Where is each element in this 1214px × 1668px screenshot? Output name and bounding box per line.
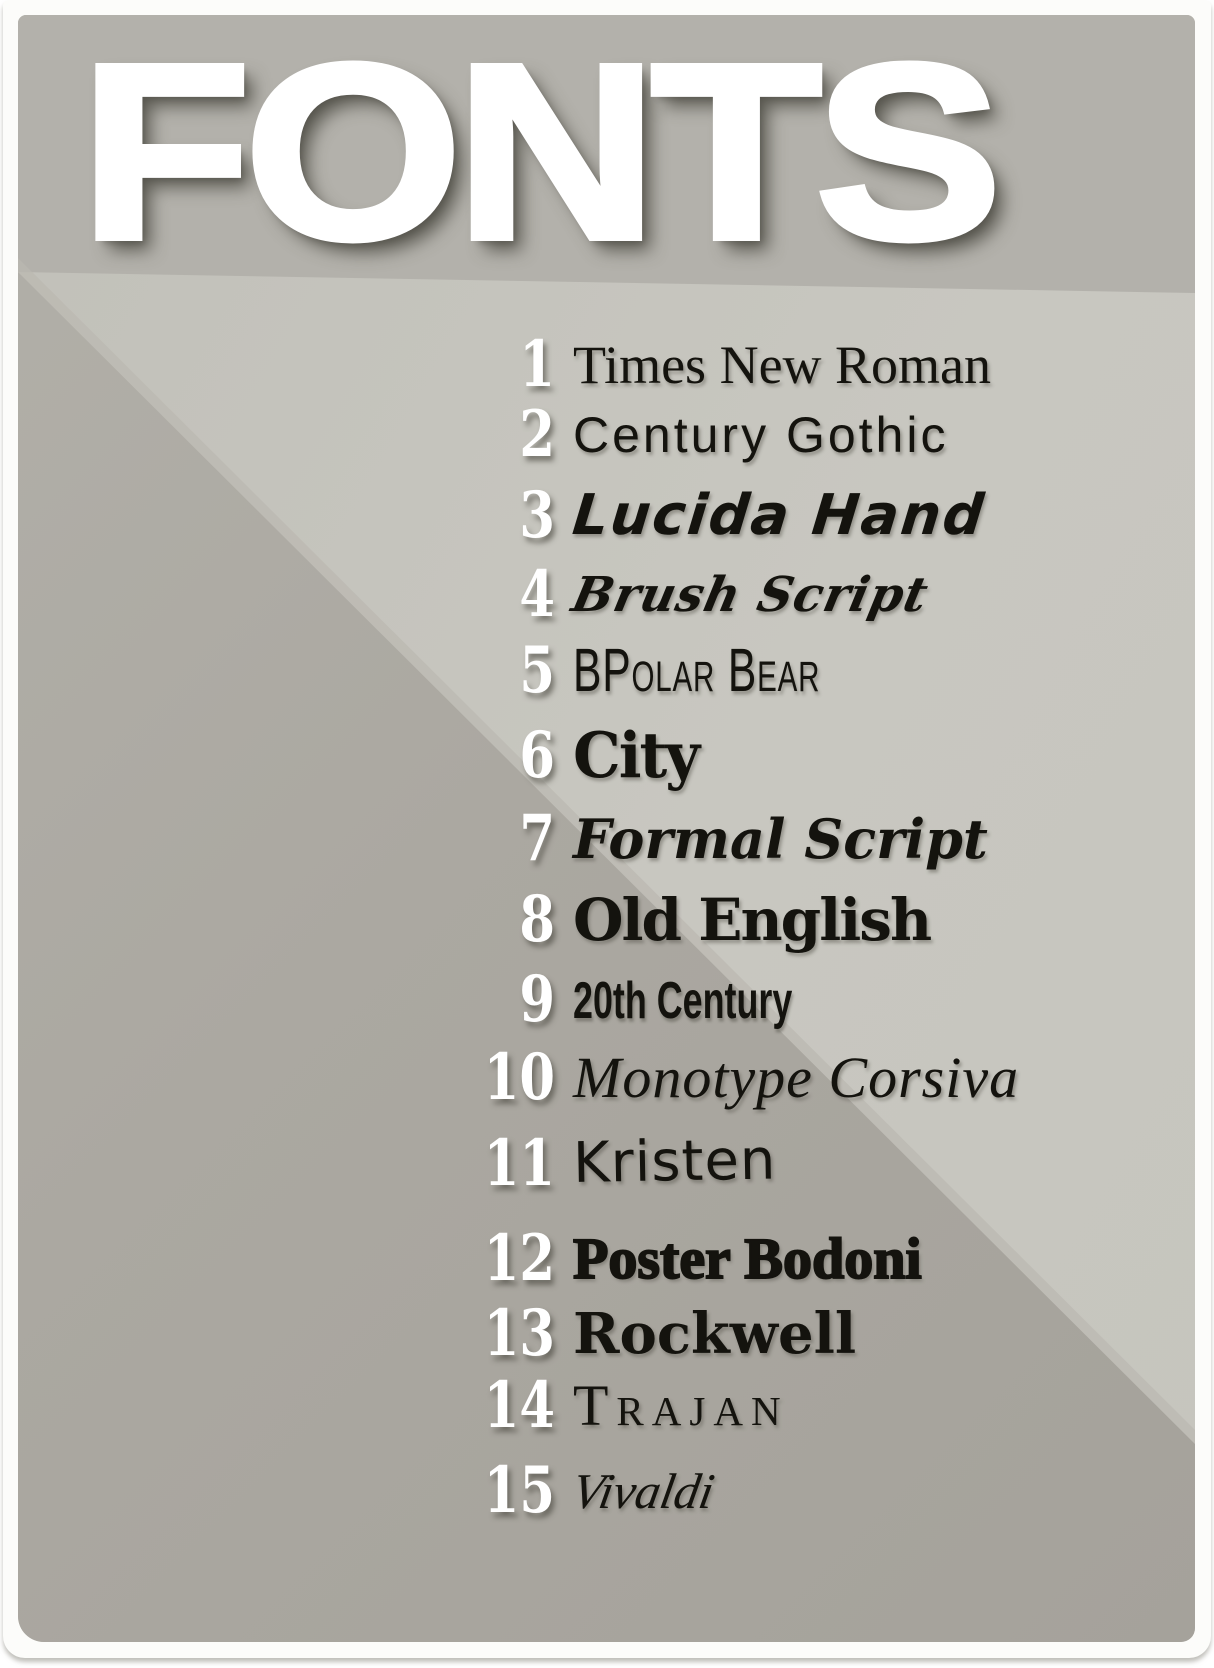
font-name-monotype-corsiva: Monotype Corsiva <box>573 1045 1020 1110</box>
font-number: 14 <box>483 1368 555 1443</box>
font-number: 8 <box>519 881 555 957</box>
font-name-century-gothic: Century Gothic <box>573 407 949 463</box>
font-name-polar-bear: BPolar Bear <box>573 636 821 705</box>
font-list-item <box>18 715 1195 797</box>
font-list-item <box>18 327 1195 402</box>
font-list-item <box>18 1037 1195 1119</box>
font-name-vivaldi: Vivaldi <box>568 1463 719 1519</box>
font-list-item <box>18 800 1195 878</box>
font-name-times-new-roman: Times New Roman <box>573 335 992 395</box>
font-number: 9 <box>519 961 555 1037</box>
font-name-rockwell: Rockwell <box>573 1301 857 1367</box>
font-name-lucida-hand: Lucida Hand <box>569 482 989 548</box>
font-list-item <box>18 1370 1195 1442</box>
font-list-item <box>18 961 1195 1037</box>
font-number: 6 <box>519 718 555 793</box>
font-list-item <box>18 473 1195 558</box>
font-list-item <box>18 633 1195 708</box>
font-name-trajan: Trajan <box>573 1373 789 1438</box>
poster-frame <box>3 0 1211 1658</box>
poster-card <box>18 15 1195 1642</box>
font-name-kristen: Kristen <box>572 1127 777 1196</box>
font-number: 1 <box>519 327 555 402</box>
font-list-item <box>18 397 1195 472</box>
font-number: 15 <box>483 1453 555 1528</box>
font-number: 11 <box>483 1126 555 1201</box>
font-number: 4 <box>519 556 555 632</box>
font-name-20th-century: 20th Century <box>573 970 793 1029</box>
font-name-brush-script: Brush Script <box>567 566 934 623</box>
font-list-item <box>18 877 1195 962</box>
font-name-formal-script: Formal Script <box>573 807 988 871</box>
font-number: 13 <box>483 1296 555 1371</box>
font-number: 5 <box>519 632 555 708</box>
font-number: 10 <box>483 1040 555 1115</box>
font-number: 7 <box>519 801 555 876</box>
font-list-item <box>18 557 1195 632</box>
font-number: 12 <box>483 1221 555 1296</box>
poster-title: FONTS <box>80 15 996 291</box>
font-name-poster-bodoni: Poster Bodoni <box>573 1226 922 1291</box>
font-name-city: City <box>573 719 699 793</box>
font-name-old-english: Old English <box>573 885 931 954</box>
font-list-item <box>18 1120 1195 1208</box>
font-number: 3 <box>519 477 555 553</box>
font-list-item <box>18 1220 1195 1298</box>
font-list-item <box>18 1450 1195 1532</box>
font-list-item <box>18 1298 1195 1370</box>
font-number: 2 <box>519 397 555 472</box>
